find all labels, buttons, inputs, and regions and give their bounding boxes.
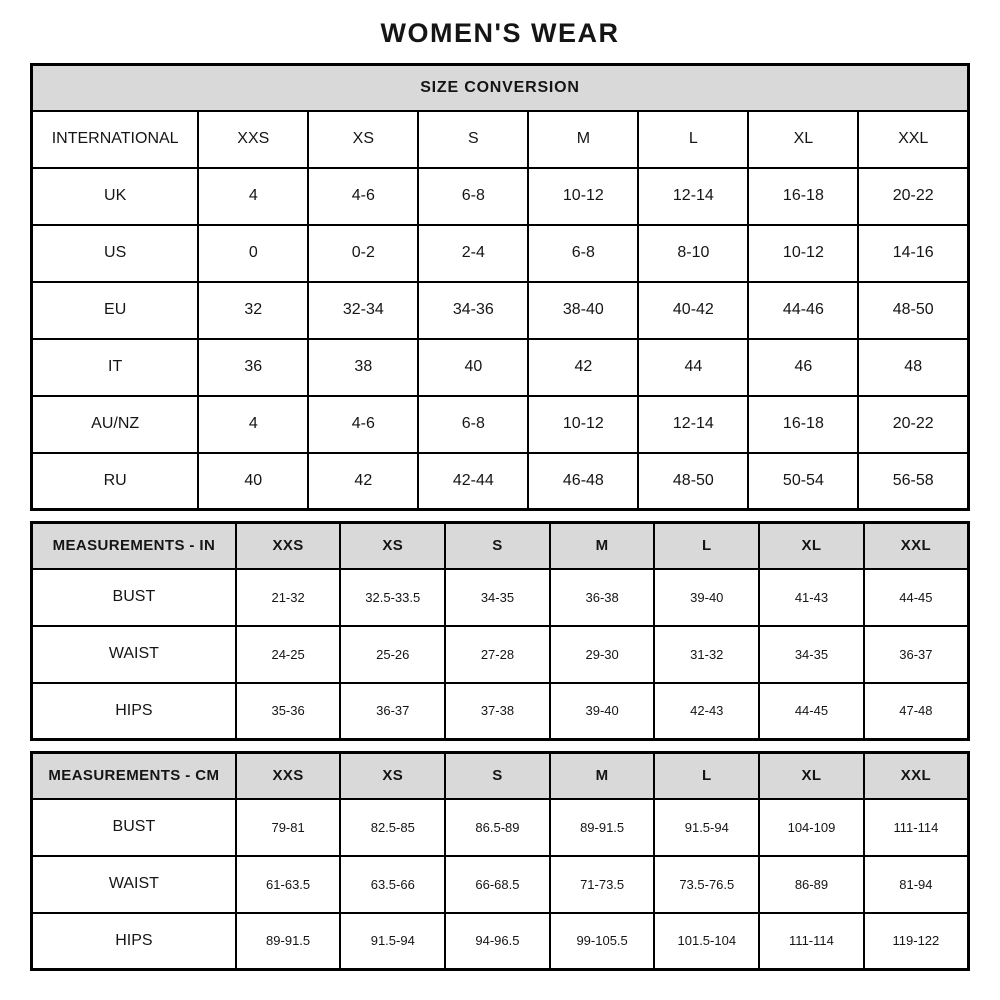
- table-cell: 20-22: [858, 396, 968, 453]
- table-cell: 48-50: [858, 282, 968, 339]
- table-cell: 34-35: [759, 626, 864, 683]
- table-header-row: [32, 111, 969, 168]
- table-cell: 25-26: [340, 626, 445, 683]
- column-header-size: L: [638, 111, 748, 168]
- table-cell: 73.5-76.5: [654, 856, 759, 913]
- table-row: [32, 225, 969, 282]
- measurements-in-table: [30, 521, 970, 741]
- table-cell: 35-36: [236, 683, 341, 740]
- table-cell: 111-114: [759, 913, 864, 970]
- table-cell: 6-8: [418, 396, 528, 453]
- table-row: [32, 168, 969, 225]
- table-cell: 32-34: [308, 282, 418, 339]
- table-row: [32, 339, 969, 396]
- row-label: WAIST: [32, 856, 236, 913]
- table-cell: 42: [308, 453, 418, 510]
- table-cell: 0: [198, 225, 308, 282]
- table-cell: 32: [198, 282, 308, 339]
- table-cell: 29-30: [550, 626, 655, 683]
- table-cell: 38-40: [528, 282, 638, 339]
- column-header-size: XXS: [236, 753, 341, 799]
- column-header-size: S: [445, 523, 550, 569]
- column-header-size: M: [528, 111, 638, 168]
- row-label: BUST: [32, 569, 236, 626]
- size-conversion-table: [30, 63, 970, 511]
- table-cell: 8-10: [638, 225, 748, 282]
- table-cell: 24-25: [236, 626, 341, 683]
- table-cell: 4-6: [308, 396, 418, 453]
- measurements-cm-title: MEASUREMENTS - CM: [32, 753, 236, 799]
- row-label: HIPS: [32, 913, 236, 970]
- table-cell: 39-40: [550, 683, 655, 740]
- table-header-row: [32, 753, 969, 799]
- table-cell: 47-48: [864, 683, 969, 740]
- table-cell: 61-63.5: [236, 856, 341, 913]
- table-cell: 36-38: [550, 569, 655, 626]
- table-cell: 42-43: [654, 683, 759, 740]
- table-cell: 32.5-33.5: [340, 569, 445, 626]
- table-row: [32, 396, 969, 453]
- table-cell: 4: [198, 396, 308, 453]
- table-cell: 16-18: [748, 168, 858, 225]
- column-header-size: XXL: [864, 753, 969, 799]
- measurements-in-title: MEASUREMENTS - IN: [32, 523, 236, 569]
- column-header-size: XXS: [198, 111, 308, 168]
- table-cell: 2-4: [418, 225, 528, 282]
- table-cell: 38: [308, 339, 418, 396]
- row-label: IT: [32, 339, 199, 396]
- table-cell: 81-94: [864, 856, 969, 913]
- table-cell: 36: [198, 339, 308, 396]
- table-cell: 20-22: [858, 168, 968, 225]
- table-cell: 111-114: [864, 799, 969, 856]
- table-cell: 82.5-85: [340, 799, 445, 856]
- table-cell: 99-105.5: [550, 913, 655, 970]
- table-cell: 40: [198, 453, 308, 510]
- table-cell: 40: [418, 339, 528, 396]
- table-row: [32, 282, 969, 339]
- table-cell: 31-32: [654, 626, 759, 683]
- table-cell: 4: [198, 168, 308, 225]
- measurements-cm-table: [30, 751, 970, 971]
- table-cell: 36-37: [864, 626, 969, 683]
- table-cell: 89-91.5: [236, 913, 341, 970]
- column-header-size: XXL: [864, 523, 969, 569]
- row-label: US: [32, 225, 199, 282]
- table-cell: 44-46: [748, 282, 858, 339]
- table-row: [32, 453, 969, 510]
- column-header-size: XS: [340, 753, 445, 799]
- table-cell: 10-12: [528, 168, 638, 225]
- table-cell: 66-68.5: [445, 856, 550, 913]
- table-row: [32, 683, 969, 740]
- column-header-size: XXS: [236, 523, 341, 569]
- table-cell: 12-14: [638, 396, 748, 453]
- table-cell: 48-50: [638, 453, 748, 510]
- column-header-size: XS: [308, 111, 418, 168]
- column-header-international: INTERNATIONAL: [32, 111, 199, 168]
- table-cell: 56-58: [858, 453, 968, 510]
- column-header-size: XL: [748, 111, 858, 168]
- table-cell: 48: [858, 339, 968, 396]
- table-cell: 101.5-104: [654, 913, 759, 970]
- table-row: [32, 856, 969, 913]
- table-cell: 34-36: [418, 282, 528, 339]
- table-cell: 27-28: [445, 626, 550, 683]
- table-cell: 89-91.5: [550, 799, 655, 856]
- table-row: [32, 799, 969, 856]
- table-cell: 44: [638, 339, 748, 396]
- table-cell: 119-122: [864, 913, 969, 970]
- table-cell: 40-42: [638, 282, 748, 339]
- table-cell: 10-12: [748, 225, 858, 282]
- table-cell: 39-40: [654, 569, 759, 626]
- table-cell: 42: [528, 339, 638, 396]
- table-cell: 50-54: [748, 453, 858, 510]
- table-cell: 0-2: [308, 225, 418, 282]
- column-header-size: XS: [340, 523, 445, 569]
- table-cell: 91.5-94: [654, 799, 759, 856]
- table-cell: 41-43: [759, 569, 864, 626]
- table-cell: 71-73.5: [550, 856, 655, 913]
- table-cell: 104-109: [759, 799, 864, 856]
- column-header-size: L: [654, 523, 759, 569]
- table-cell: 94-96.5: [445, 913, 550, 970]
- table-cell: 4-6: [308, 168, 418, 225]
- table-cell: 86.5-89: [445, 799, 550, 856]
- column-header-size: XL: [759, 523, 864, 569]
- row-label: HIPS: [32, 683, 236, 740]
- table-cell: 37-38: [445, 683, 550, 740]
- column-header-size: M: [550, 523, 655, 569]
- table-cell: 6-8: [418, 168, 528, 225]
- table-cell: 36-37: [340, 683, 445, 740]
- row-label: RU: [32, 453, 199, 510]
- table-banner-row: [32, 65, 969, 111]
- row-label: EU: [32, 282, 199, 339]
- table-cell: 34-35: [445, 569, 550, 626]
- column-header-size: XL: [759, 753, 864, 799]
- column-header-size: M: [550, 753, 655, 799]
- table-cell: 44-45: [759, 683, 864, 740]
- page-title: WOMEN'S WEAR: [380, 18, 620, 48]
- column-header-size: S: [445, 753, 550, 799]
- table-cell: 10-12: [528, 396, 638, 453]
- size-conversion-title: SIZE CONVERSION: [32, 65, 969, 111]
- table-cell: 21-32: [236, 569, 341, 626]
- table-cell: 86-89: [759, 856, 864, 913]
- row-label: WAIST: [32, 626, 236, 683]
- column-header-size: S: [418, 111, 528, 168]
- table-cell: 6-8: [528, 225, 638, 282]
- table-header-row: [32, 523, 969, 569]
- table-row: [32, 913, 969, 970]
- table-cell: 12-14: [638, 168, 748, 225]
- table-cell: 46-48: [528, 453, 638, 510]
- row-label: AU/NZ: [32, 396, 199, 453]
- row-label: UK: [32, 168, 199, 225]
- table-cell: 63.5-66: [340, 856, 445, 913]
- table-cell: 44-45: [864, 569, 969, 626]
- table-row: [32, 626, 969, 683]
- table-cell: 79-81: [236, 799, 341, 856]
- table-cell: 91.5-94: [340, 913, 445, 970]
- table-cell: 46: [748, 339, 858, 396]
- table-cell: 42-44: [418, 453, 528, 510]
- table-cell: 14-16: [858, 225, 968, 282]
- row-label: BUST: [32, 799, 236, 856]
- column-header-size: L: [654, 753, 759, 799]
- table-row: [32, 569, 969, 626]
- column-header-size: XXL: [858, 111, 968, 168]
- table-cell: 16-18: [748, 396, 858, 453]
